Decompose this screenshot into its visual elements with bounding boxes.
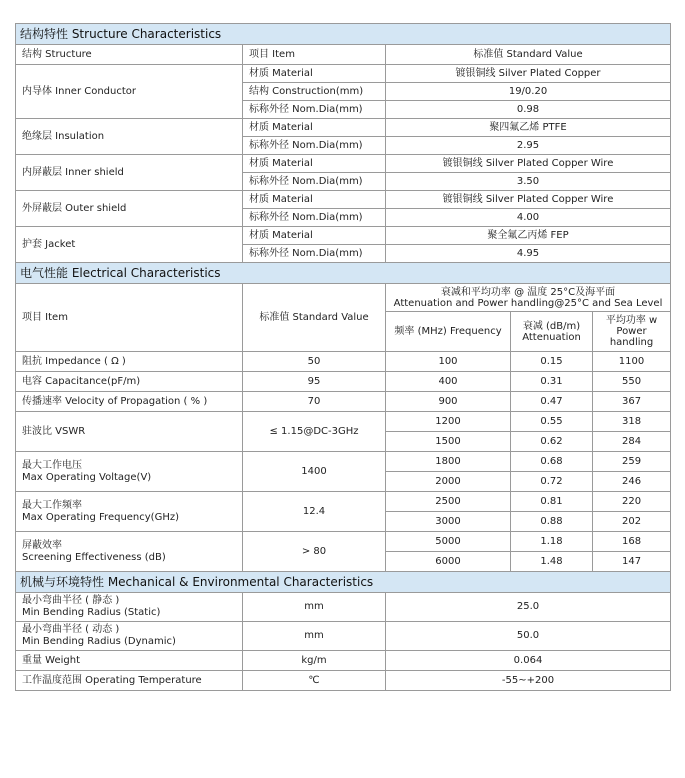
power-handling-header: 平均功率 w Power handling [593, 312, 671, 352]
structure-group-name: 内屏蔽层 Inner shield [16, 155, 243, 191]
att-cell: 0.81 [511, 492, 593, 512]
structure-item: 材质 Material [243, 191, 386, 209]
mech-param-name-cn: 最小弯曲半径 ( 动态 ) [22, 624, 120, 635]
power-cell: 367 [593, 392, 671, 412]
mech-unit: mm [243, 622, 386, 651]
electrical-table [15, 263, 671, 572]
param-value: ≤ 1.15@DC-3GHz [243, 412, 386, 452]
frequency-header: 频率 (MHz) Frequency [386, 312, 511, 352]
param-name: 阻抗 Impedance ( Ω ) [16, 352, 243, 372]
param-name-cn: 最大工作频率 [22, 499, 82, 511]
freq-cell: 2000 [386, 472, 511, 492]
mech-value: 25.0 [386, 593, 671, 622]
structure-section-title: 结构特性 Structure Characteristics [16, 24, 671, 45]
attenuation-header [386, 284, 671, 312]
freq-cell: 400 [386, 372, 511, 392]
freq-cell: 900 [386, 392, 511, 412]
att-cell: 1.48 [511, 552, 593, 572]
att-cell: 0.68 [511, 452, 593, 472]
structure-col-item: 项目 Item [243, 45, 386, 65]
att-cell: 0.15 [511, 352, 593, 372]
structure-value: 3.50 [386, 173, 671, 191]
power-cell: 147 [593, 552, 671, 572]
att-cell: 0.62 [511, 432, 593, 452]
freq-cell: 3000 [386, 512, 511, 532]
mech-unit: mm [243, 593, 386, 622]
power-cell: 284 [593, 432, 671, 452]
param-name [16, 492, 243, 532]
structure-value: 0.98 [386, 101, 671, 119]
attenuation-header-cn: 衰减和平均功率 @ 温度 25°C及海平面 [440, 286, 616, 298]
freq-cell: 5000 [386, 532, 511, 552]
param-value: 12.4 [243, 492, 386, 532]
structure-value: 镀银铜线 Silver Plated Copper Wire [386, 191, 671, 209]
mech-param-name-en: Min Bending Radius (Static) [22, 607, 161, 618]
mech-unit: ℃ [243, 671, 386, 691]
mech-unit: kg/m [243, 651, 386, 671]
power-cell: 550 [593, 372, 671, 392]
param-name: 电容 Capacitance(pF/m) [16, 372, 243, 392]
structure-item: 标称外径 Nom.Dia(mm) [243, 101, 386, 119]
freq-cell: 6000 [386, 552, 511, 572]
mechanical-table [15, 572, 671, 691]
mech-param-name-en: Min Bending Radius (Dynamic) [22, 636, 176, 647]
param-value: > 80 [243, 532, 386, 572]
structure-group-name: 内导体 Inner Conductor [16, 65, 243, 119]
structure-item: 标称外径 Nom.Dia(mm) [243, 245, 386, 263]
param-value: 1400 [243, 452, 386, 492]
electrical-col-standard: 标准值 Standard Value [243, 284, 386, 352]
freq-cell: 1200 [386, 412, 511, 432]
power-cell: 246 [593, 472, 671, 492]
att-cell: 1.18 [511, 532, 593, 552]
structure-item: 标称外径 Nom.Dia(mm) [243, 173, 386, 191]
structure-item: 材质 Material [243, 155, 386, 173]
param-name-en: Max Operating Frequency(GHz) [22, 511, 180, 523]
freq-cell: 2500 [386, 492, 511, 512]
param-name-cn: 最大工作电压 [22, 459, 82, 471]
param-name-en: Screening Effectiveness (dB) [22, 551, 166, 563]
power-cell: 220 [593, 492, 671, 512]
param-name-cn: 屏蔽效率 [22, 539, 62, 551]
freq-cell: 1500 [386, 432, 511, 452]
param-value: 70 [243, 392, 386, 412]
power-cell: 259 [593, 452, 671, 472]
power-cell: 202 [593, 512, 671, 532]
param-name [16, 452, 243, 492]
structure-item: 结构 Construction(mm) [243, 83, 386, 101]
mech-value: -55~+200 [386, 671, 671, 691]
att-cell: 0.72 [511, 472, 593, 492]
structure-value: 19/0.20 [386, 83, 671, 101]
att-cell: 0.88 [511, 512, 593, 532]
param-value: 50 [243, 352, 386, 372]
structure-value: 聚全氟乙丙烯 FEP [386, 227, 671, 245]
attenuation-col-header: 衰减 (dB/m) Attenuation [511, 312, 593, 352]
structure-item: 材质 Material [243, 65, 386, 83]
param-name: 驻波比 VSWR [16, 412, 243, 452]
electrical-col-item: 项目 Item [16, 284, 243, 352]
power-cell: 168 [593, 532, 671, 552]
structure-group-name: 绝缘层 Insulation [16, 119, 243, 155]
structure-col-value: 标准值 Standard Value [386, 45, 671, 65]
power-cell: 318 [593, 412, 671, 432]
structure-value: 4.95 [386, 245, 671, 263]
spec-sheet [15, 23, 670, 691]
attenuation-header-en: Attenuation and Power handling@25°C and Sea Level [393, 297, 663, 309]
structure-value: 4.00 [386, 209, 671, 227]
structure-item: 标称外径 Nom.Dia(mm) [243, 137, 386, 155]
structure-value: 镀银铜线 Silver Plated Copper [386, 65, 671, 83]
att-cell: 0.47 [511, 392, 593, 412]
freq-cell: 1800 [386, 452, 511, 472]
mech-value: 0.064 [386, 651, 671, 671]
att-cell: 0.55 [511, 412, 593, 432]
structure-group-name: 护套 Jacket [16, 227, 243, 263]
mechanical-section-title: 机械与环境特性 Mechanical & Environmental Characteristics [16, 572, 671, 593]
param-name-en: Max Operating Voltage(V) [22, 471, 152, 483]
mech-param-name: 工作温度范围 Operating Temperature [16, 671, 243, 691]
param-name: 传播速率 Velocity of Propagation ( % ) [16, 392, 243, 412]
mech-param-name-cn: 最小弯曲半径 ( 静态 ) [22, 595, 120, 606]
mech-value: 50.0 [386, 622, 671, 651]
mech-param-name [16, 593, 243, 622]
mech-param-name: 重量 Weight [16, 651, 243, 671]
structure-value: 镀银铜线 Silver Plated Copper Wire [386, 155, 671, 173]
param-name [16, 532, 243, 572]
structure-value: 2.95 [386, 137, 671, 155]
structure-table [15, 23, 671, 263]
structure-value: 聚四氟乙烯 PTFE [386, 119, 671, 137]
param-value: 95 [243, 372, 386, 392]
freq-cell: 100 [386, 352, 511, 372]
structure-item: 材质 Material [243, 227, 386, 245]
structure-item: 材质 Material [243, 119, 386, 137]
structure-col-structure: 结构 Structure [16, 45, 243, 65]
att-cell: 0.31 [511, 372, 593, 392]
power-cell: 1100 [593, 352, 671, 372]
structure-group-name: 外屏蔽层 Outer shield [16, 191, 243, 227]
structure-item: 标称外径 Nom.Dia(mm) [243, 209, 386, 227]
electrical-section-title: 电气性能 Electrical Characteristics [16, 263, 671, 284]
mech-param-name [16, 622, 243, 651]
